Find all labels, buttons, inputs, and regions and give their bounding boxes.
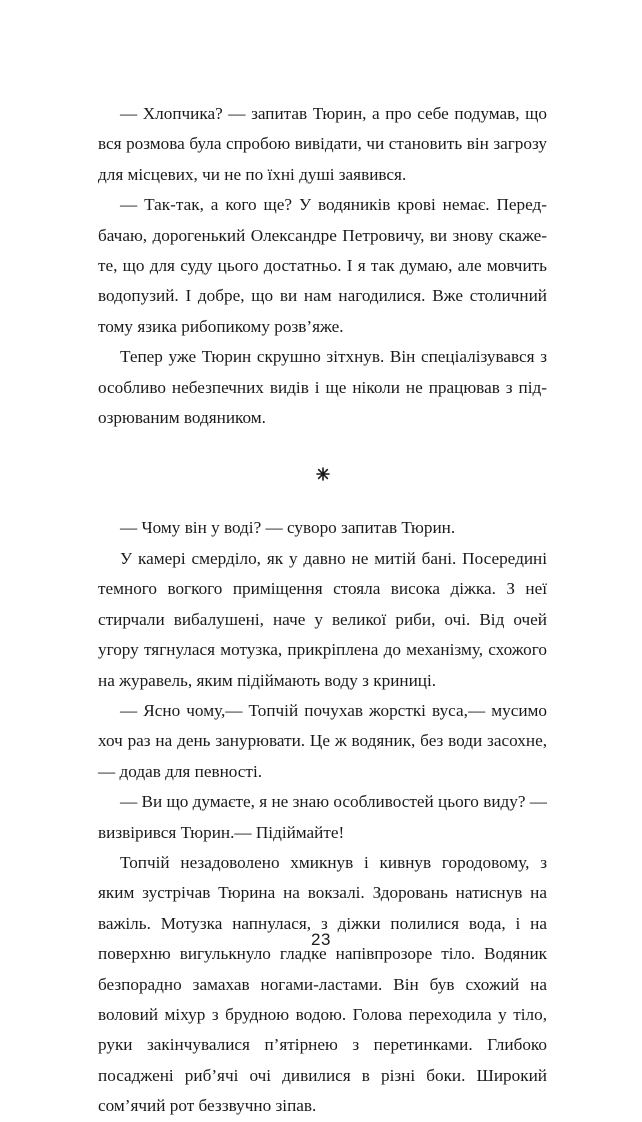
snowflake-ornament-icon <box>316 465 330 481</box>
page-number: 23 <box>311 930 331 949</box>
paragraph-8: Топчій незадоволено хмикнув і кивнув городовому, з яким зустрічав Тюрина на вокзалі. Здоровань натиснув на важіль. Мотузка напнулася, з діжки полилися вода, і на поверхню вигулькнуло гладке напівпрозоре тіло. Водяник безпорадно замахав ногами-ластами. Він був схожий на воловий міхур з брудною водою. Голова переходила у тіло, руки закінчувалися п’ятірнею з перетинками. Глибоко посаджені риб’ячі очі дивилися в різні боки. Широкий сом’ячий рот беззвучно зіпав. <box>98 852 547 1116</box>
page-text-block <box>98 99 547 1122</box>
paragraph-7: — Ви що думаєте, я не знаю особливостей цього виду? — визвірився Тюрин.— Підіймайте! <box>98 792 547 842</box>
paragraph-1: — Хлопчика? — запитав Тюрин, а про себе подумав, що вся розмова була спробою вивідати, чи становить він загрозу для місцевих, чи не по їхні душі заявився. <box>98 104 547 184</box>
paragraph-3: Тепер уже Тюрин скрушно зітхнув. Він спеціалізувався з особливо небезпечних видів і ще ніколи не працював з підозрюваним водяником. <box>98 347 547 428</box>
paragraph-4: — Чому він у воді? — суворо запитав Тюрин. <box>120 518 456 538</box>
paragraph-6: — Ясно чому,— Топчій почухав жорсткі вуса,— мусимо хоч раз на день занурювати. Це ж водяник, без води засохне,— додав для певності. <box>98 700 547 781</box>
paragraph-2: — Так-так, а кого ще? У водяників крові немає. Передбачаю, дорогенький Олександре Петровичу, ви знову скажете, що для суду цього достатньо. І я так думаю, але мовчить водопузий. І добре, що ви нам нагодилися. Вже столичний тому язика рибопикому розв’яже. <box>98 195 547 336</box>
paragraph-5: У камері смерділо, як у давно не митій бані. Посередині темного вогкого приміщення стояла висока діжка. З неї стирчали вибалушені, наче у великої риби, очі. Від очей угору тягнулася мотузка, прикріплена до механізму, схожого на журавель, яким підіймають воду з криниці. <box>98 548 547 690</box>
section-separator <box>98 433 547 513</box>
